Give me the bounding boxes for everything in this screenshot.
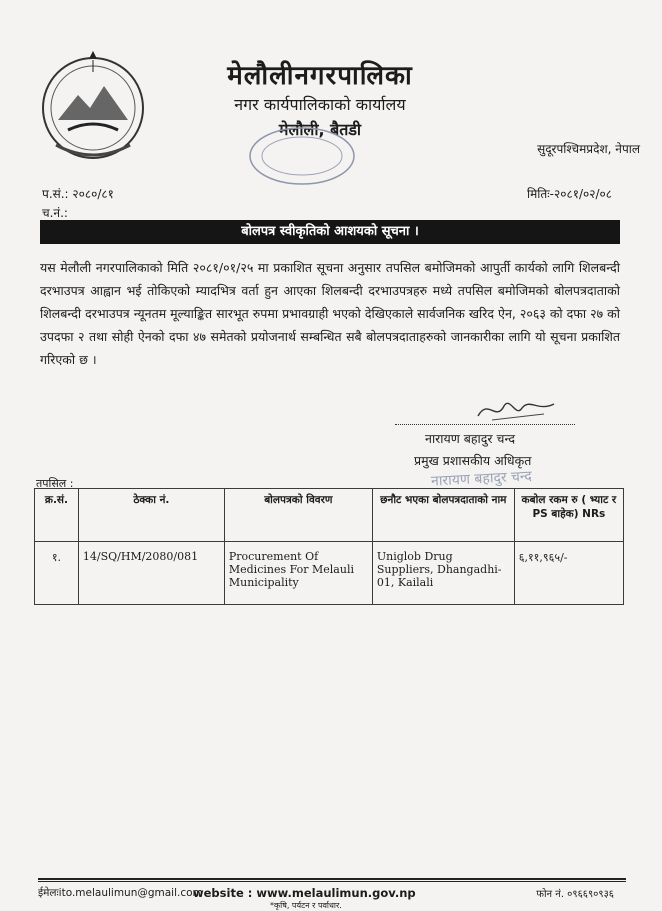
signature-line	[395, 424, 575, 425]
footer-phone: फोन नं. ०९६६९०९३६	[536, 889, 614, 900]
table-header-row	[35, 489, 624, 542]
signatory-title: प्रमुख प्रशासकीय अधिकृत	[414, 453, 532, 468]
notice-body: यस मेलौली नगरपालिकाको मिति २०८१/०१/२५ मा प्रकाशित सूचना अनुसार तपसिल बमोजिमको आपुर्ती कार्यको लागि शिलबन्दी दरभाउपत्र आह्वान भई तोकिएको म्यादभित्र वर्ता हुन आएका शिलबन्दी दरभाउपत्रहरु मध्ये तपसिल बमोजिमको बोलपत्रदाताको शिलबन्दी दरभाउपत्र न्यूनतम मूल्याङ्कित सारभूत रुपमा प्रभावग्राही भएको देखिएकाले सार्वजनिक खरिद ऐन, २०६३ को दफा २७ को उपदफा २ तथा सोही ऐनको दफा ४७ समेतको प्रयोजनार्थ सम्बन्धित सबै बोलपत्रदाताहरुको जानकारीका लागि यो सूचना प्रकाशित गरिएको छ ।	[40, 260, 620, 367]
cell-sn: १.	[35, 542, 79, 605]
footer-website: website : www.melaulimun.gov.np	[193, 886, 416, 900]
cell-description: Procurement Of Medicines For Melauli Municipality	[224, 542, 372, 605]
reference-number: प.सं.: २०८०/८१	[42, 187, 114, 201]
footer-divider-thin	[38, 881, 626, 882]
cell-bidder: Uniglob Drug Suppliers, Dhangadhi-01, Kailali	[372, 542, 514, 605]
nepal-emblem-icon	[38, 50, 148, 165]
dispatch-number: च.नं.:	[42, 206, 68, 220]
header-contract-no: ठेक्का नं.	[78, 489, 224, 542]
footer-email: ईमेलःito.melaulimun@gmail.com	[38, 887, 203, 899]
signature-icon	[470, 392, 560, 426]
table-row	[35, 542, 624, 605]
cell-amount: ६,११,९६५/-	[514, 542, 623, 605]
signatory-stamp: नारायण बहादुर चन्द	[430, 468, 533, 490]
footer-note: *कृषि, पर्यटन र पर्वाधार.	[270, 901, 342, 910]
notice-date: मितिः-२०८१/०२/०८	[527, 187, 612, 201]
province-label: सुदूरपश्चिमप्रदेश, नेपाल	[537, 142, 640, 156]
signatory-name: नारायण बहादुर चन्द	[425, 431, 515, 446]
office-stamp-icon	[245, 122, 360, 190]
notice-title-banner: बोलपत्र स्वीकृतिको आशयको सूचना ।	[40, 220, 620, 244]
footer-divider	[38, 878, 626, 880]
header-amount: कबोल रकम रु ( भ्याट र PS बाहेक) NRs	[514, 489, 623, 542]
header-bidder: छनौट भएका बोलपत्रदाताको नाम	[372, 489, 514, 542]
office-location: मेलौली, बैतडी	[278, 120, 362, 139]
table-caption: तपसिल :	[36, 477, 74, 490]
office-subtitle: नगर कार्यपालिकाको कार्यालय	[234, 95, 406, 114]
bid-table	[34, 488, 624, 605]
cell-contract-no: 14/SQ/HM/2080/081	[78, 542, 224, 605]
header-sn: क्र.सं.	[35, 489, 79, 542]
office-name: मेलौलीनगरपालिका	[227, 61, 413, 91]
header-description: बोलपत्रको विवरण	[224, 489, 372, 542]
